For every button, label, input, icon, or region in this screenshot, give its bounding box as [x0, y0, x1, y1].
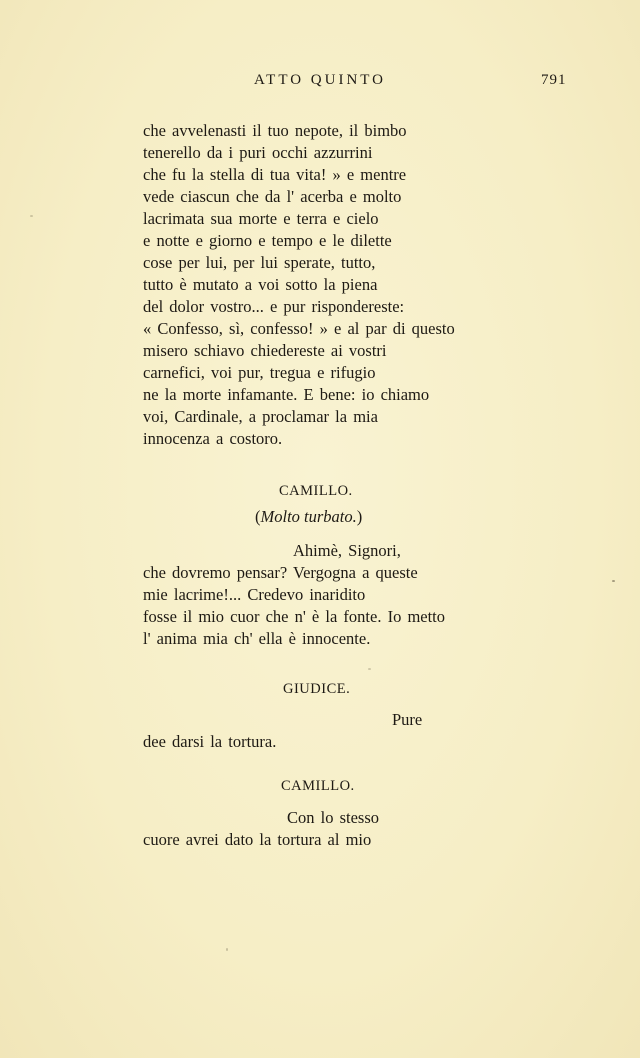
stage-direction-text: Molto turbato. [260, 507, 357, 526]
paren-open: ( [255, 507, 261, 526]
verse-line: tutto è mutato a voi sotto la piena [143, 275, 378, 294]
paper-speck [368, 668, 371, 670]
paper-speck [612, 580, 615, 582]
verse-line: fosse il mio cuor che n' è la fonte. Io metto [143, 607, 446, 626]
verse-line: ne la morte infamante. E bene: io chiamo [143, 385, 430, 404]
paper-speck [226, 948, 228, 951]
verse-line: e notte e giorno e tempo e le dilette [143, 231, 392, 250]
verse-line: che dovremo pensar? Vergogna a queste [143, 563, 418, 582]
verse-line: innocenza a costoro. [143, 429, 283, 448]
paren-close: ) [356, 507, 363, 526]
verse-line: voi, Cardinale, a proclamar la mia [143, 407, 378, 426]
verse-line: del dolor vostro... e pur rispondereste: [143, 297, 405, 316]
verse-line: misero schiavo chiedereste ai vostri [143, 341, 387, 360]
verse-line: « Confesso, sì, confesso! » e al par di questo [143, 319, 455, 338]
page-number: 791 [541, 72, 567, 88]
paper-speck [30, 215, 33, 217]
verse-line: Pure [392, 710, 423, 729]
verse-line: Con lo stesso [287, 808, 380, 827]
verse-line: che fu la stella di tua vita! » e mentre [143, 165, 407, 184]
verse-line: mie lacrime!... Credevo inaridito [143, 585, 366, 604]
verse-line: cose per lui, per lui sperate, tutto, [143, 253, 376, 272]
verse-line: lacrimata sua morte e terra e cielo [143, 209, 379, 228]
speaker-name: CAMILLO. [279, 483, 353, 499]
verse-line: Ahimè, Signori, [293, 541, 401, 560]
stage-direction [255, 507, 362, 527]
verse-line: tenerello da i puri occhi azzurrini [143, 143, 373, 162]
speaker-name: GIUDICE. [283, 681, 351, 697]
speaker-name: CAMILLO. [281, 778, 355, 794]
running-head: ATTO QUINTO [253, 72, 387, 88]
verse-line: l' anima mia ch' ella è innocente. [143, 629, 371, 648]
verse-line: vede ciascun che da l' acerba e molto [143, 187, 402, 206]
verse-line: cuore avrei dato la tortura al mio [143, 830, 372, 849]
verse-line: dee darsi la tortura. [143, 732, 277, 751]
verse-line: che avvelenasti il tuo nepote, il bimbo [143, 121, 407, 140]
verse-line: carnefici, voi pur, tregua e rifugio [143, 363, 376, 382]
